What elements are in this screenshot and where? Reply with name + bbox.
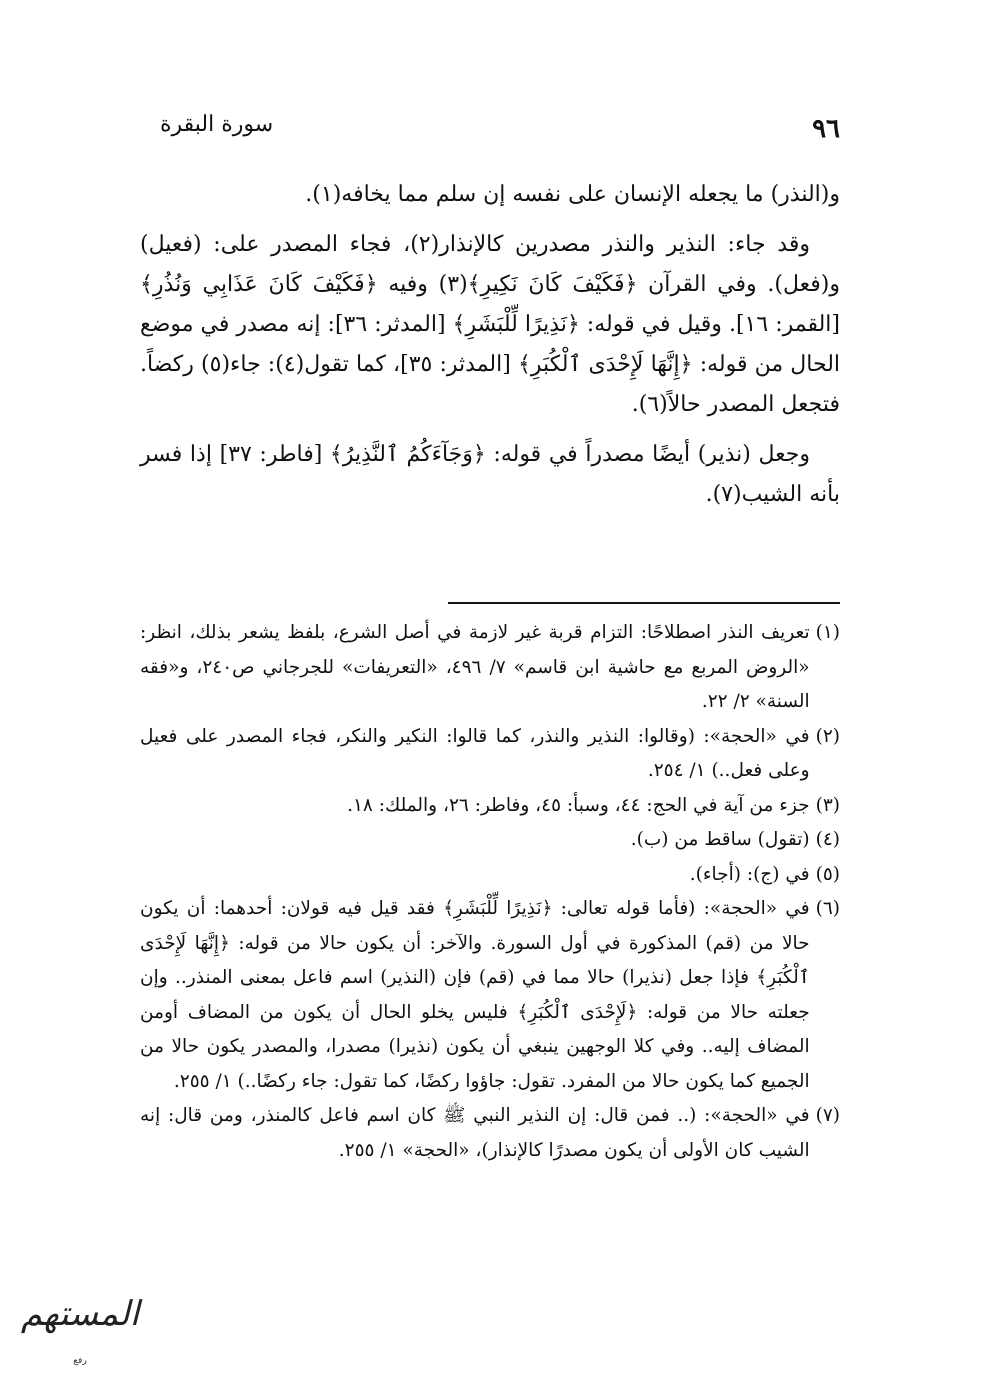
- paragraph: و(النذر) ما يجعله الإنسان على نفسه إن سلم مما يخافه(١).: [305, 182, 840, 207]
- footnote: [140, 858, 840, 893]
- main-text: [140, 175, 840, 525]
- footnote: [140, 1099, 840, 1168]
- footnote-separator: [448, 602, 840, 604]
- footnote-text: في «الحجة»: (فأما قوله تعالى: ﴿نَذِيرًا لِّلْبَشَرِ﴾ فقد قيل فيه قولان: أحدهما: أن يكون حالا من (قم) المذكورة في أول السورة. والآخر: أن يكون حالا من قوله: ﴿إِنَّهَا لَإِحْدَى ٱلْكُبَرِ﴾ فإذا جعل (نذيرا) حالا مما في (قم) فإن (النذير) اسم فاعل بمعنى المنذر.. وإن جعلته حالا من قوله: ﴿لَإِحْدَى ٱلْكُبَرِ﴾ فليس يخلو الحال أن يكون من المضاف أومن المضاف إليه.. وفي كلا الوجهين ينبغي أن يكون (نذيرا) مصدرا، والمصدر يكون حالا من الجميع كما يكون حالا من المفرد. تقول: جاؤوا ركضًا، كما تقول: جاء ركضًا..) ١/ ٢٥٥.: [140, 898, 810, 1092]
- footnote-text: تعريف النذر اصطلاحًا: التزام قربة غير لازمة في أصل الشرع، بلفظ يشعر بذلك، انظر: «الروض المربع مع حاشية ابن قاسم» ٧/ ٤٩٦، «التعريفات» للجرجاني ص٢٤٠، و«فقه السنة» ٢/ ٢٢.: [140, 622, 810, 712]
- paragraph: وجعل (نذير) أيضًا مصدراً في قوله: ﴿وَجَآءَكُمُ ٱلنَّذِيرُ﴾ [فاطر: ٣٧] إذا فسر بأنه الشيب(٧).: [140, 442, 840, 507]
- footnote: [140, 720, 840, 789]
- paragraph: وقد جاء: النذير والنذر مصدرين كالإنذار(٢)، فجاء المصدر على: (فعيل) و(فعل). وفي القرآن ﴿فَكَيْفَ كَانَ نَكِيرِ﴾(٣) وفيه ﴿فَكَيْفَ كَانَ عَذَابِي وَنُذُرِ﴾ [القمر: ١٦]. وقيل في قوله: ﴿نَذِيرًا لِّلْبَشَرِ﴾ [المدثر: ٣٦]: إنه مصدر في موضع الحال من قوله: ﴿إِنَّهَا لَإِحْدَى ٱلْكُبَرِ﴾ [المدثر: ٣٥]، كما تقول(٤): جاء(٥) ركضاً. فتجعل المصدر حالاً(٦).: [140, 232, 841, 417]
- footnote-number: (٣): [815, 794, 840, 816]
- footnote: [140, 892, 840, 1099]
- footnote-number: (٦): [815, 898, 840, 919]
- library-stamp-logo: [14, 1288, 146, 1370]
- stamp-subtext: رفع: [73, 1356, 87, 1366]
- page-number: ٩٦: [812, 114, 840, 144]
- footnote-text: جزء من آية في الحج: ٤٤، وسبأ: ٤٥، وفاطر: ٢٦، والملك: ١٨.: [347, 794, 810, 816]
- footnote-number: (٥): [815, 863, 840, 885]
- footnote: [140, 616, 840, 720]
- footnote-text: في (ج): (أجاء).: [689, 863, 810, 885]
- footnote-number: (١): [815, 622, 840, 643]
- stamp-text: المستهم: [20, 1294, 140, 1334]
- footnote: [140, 789, 840, 824]
- surah-title: سورة البقرة: [160, 112, 274, 137]
- footnotes: [140, 616, 840, 1168]
- footnote: [140, 823, 840, 858]
- footnote-number: (٤): [815, 829, 840, 850]
- footnote-text: (تقول) ساقط من (ب).: [630, 829, 810, 850]
- footnote-number: (٧): [815, 1105, 840, 1126]
- footnote-number: (٢): [815, 725, 840, 747]
- page-header: [150, 106, 840, 146]
- footnote-text: في «الحجة»: (وقالوا: النذير والنذر، كما قالوا: النكير والنكر، فجاء المصدر على فعيل وعلى فعل..) ١/ ٢٥٤.: [140, 725, 810, 781]
- footnote-text: في «الحجة»: (.. فمن قال: إن النذير النبي ﷺ كان اسم فاعل كالمنذر، ومن قال: إنه الشيب كان الأولى أن يكون مصدرًا كالإنذار)، «الحجة» ١/ ٢٥٥.: [140, 1105, 810, 1161]
